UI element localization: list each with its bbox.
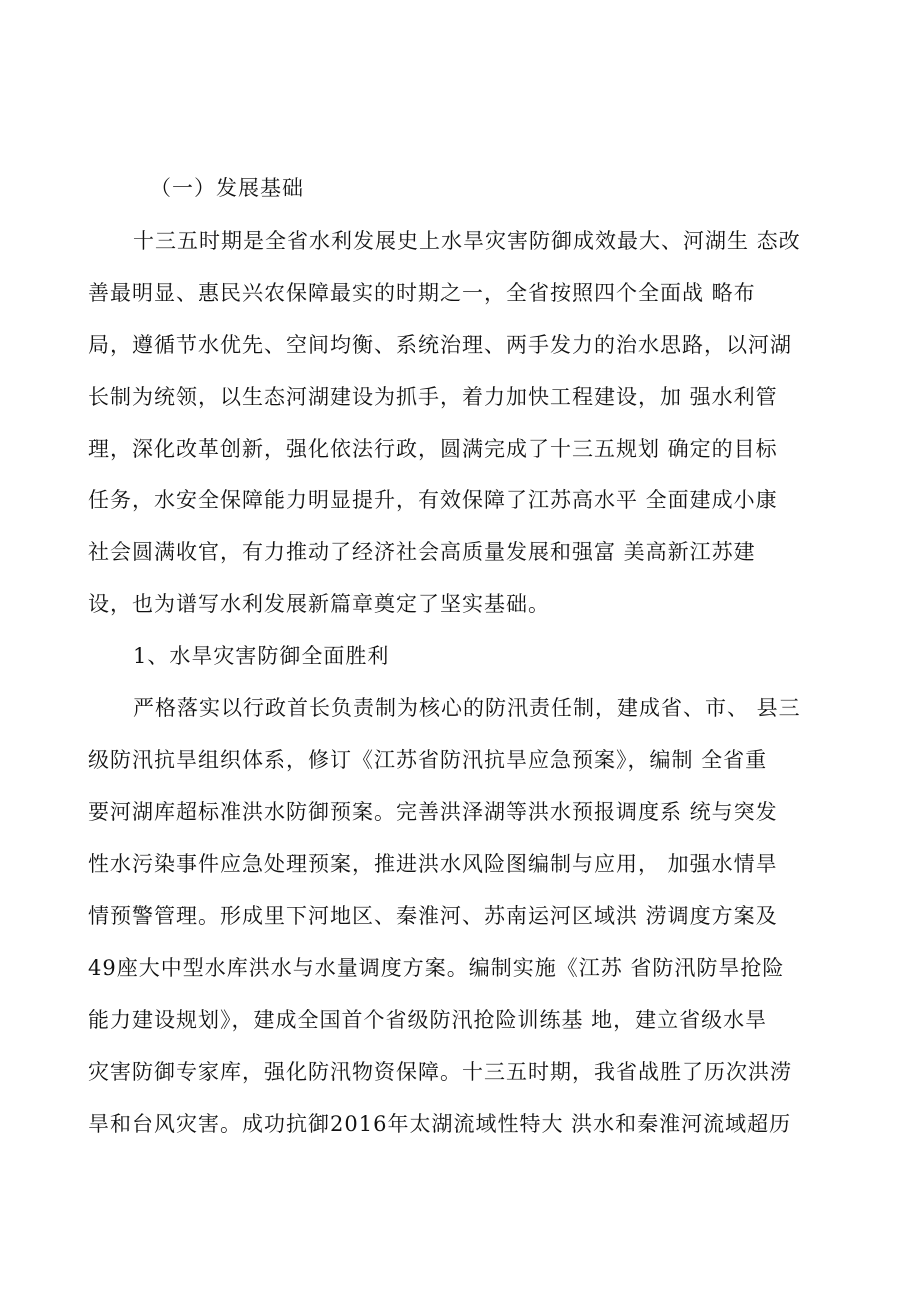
paragraph-line: 49座大中型水库洪水与水量调度方案。编制实施《江苏 省防汛防旱抢险 [88, 956, 785, 980]
paragraph-line: 任务，水安全保障能力明显提升，有效保障了江苏高水平 全面建成小康 [88, 488, 778, 512]
paragraph-line: 长制为统领，以生态河湖建设为抓手，着力加快工程建设，加 强水利管 [88, 385, 778, 409]
paragraph-line: 局，遵循节水优先、空间均衡、系统治理、两手发力的治水思路，以河湖 [88, 333, 792, 357]
paragraph-line: 性水污染事件应急处理预案，推进洪水风险图编制与应用， 加强水情旱 [88, 852, 778, 876]
paragraph-line: 社会圆满收官，有力推动了经济社会高质量发展和强富 美高新江苏建 [88, 540, 756, 564]
paragraph-line: 设，也为谱写水利发展新篇章奠定了坚实基础。 [88, 592, 550, 616]
paragraph-line: 灾害防御专家库，强化防汛物资保障。十三五时期，我省战胜了历次洪涝 [88, 1060, 792, 1084]
paragraph-line: 旱和台风灾害。成功抗御2016年太湖流域性特大 洪水和秦淮河流域超历 [88, 1112, 792, 1136]
paragraph-line: 能力建设规划》，建成全国首个省级防汛抢险训练基 地，建立省级水旱 [88, 1008, 768, 1032]
section-heading: （一）发展基础 [150, 176, 304, 200]
paragraph-line: 理，深化改革创新，强化依法行政，圆满完成了十三五规划 确定的目标 [88, 437, 778, 461]
paragraph-line: 十三五时期是全省水利发展史上水旱灾害防御成效最大、河湖生 态改 [133, 229, 801, 253]
paragraph-line: 级防汛抗旱组织体系，修订《江苏省防汛抗旱应急预案》，编制 全省重 [88, 748, 768, 772]
paragraph-line: 情预警管理。形成里下河地区、秦淮河、苏南运河区域洪 涝调度方案及 [88, 904, 778, 928]
paragraph-line: 善最明显、惠民兴农保障最实的时期之一，全省按照四个全面战 略布 [88, 281, 756, 305]
paragraph-line: 要河湖库超标准洪水防御预案。完善洪泽湖等洪水预报调度系 统与突发 [88, 800, 778, 824]
subheading: 1、水旱灾害防御全面胜利 [133, 644, 390, 668]
paragraph-line: 严格落实以行政首长负责制为核心的防汛责任制，建成省、市、 县三 [133, 696, 801, 720]
